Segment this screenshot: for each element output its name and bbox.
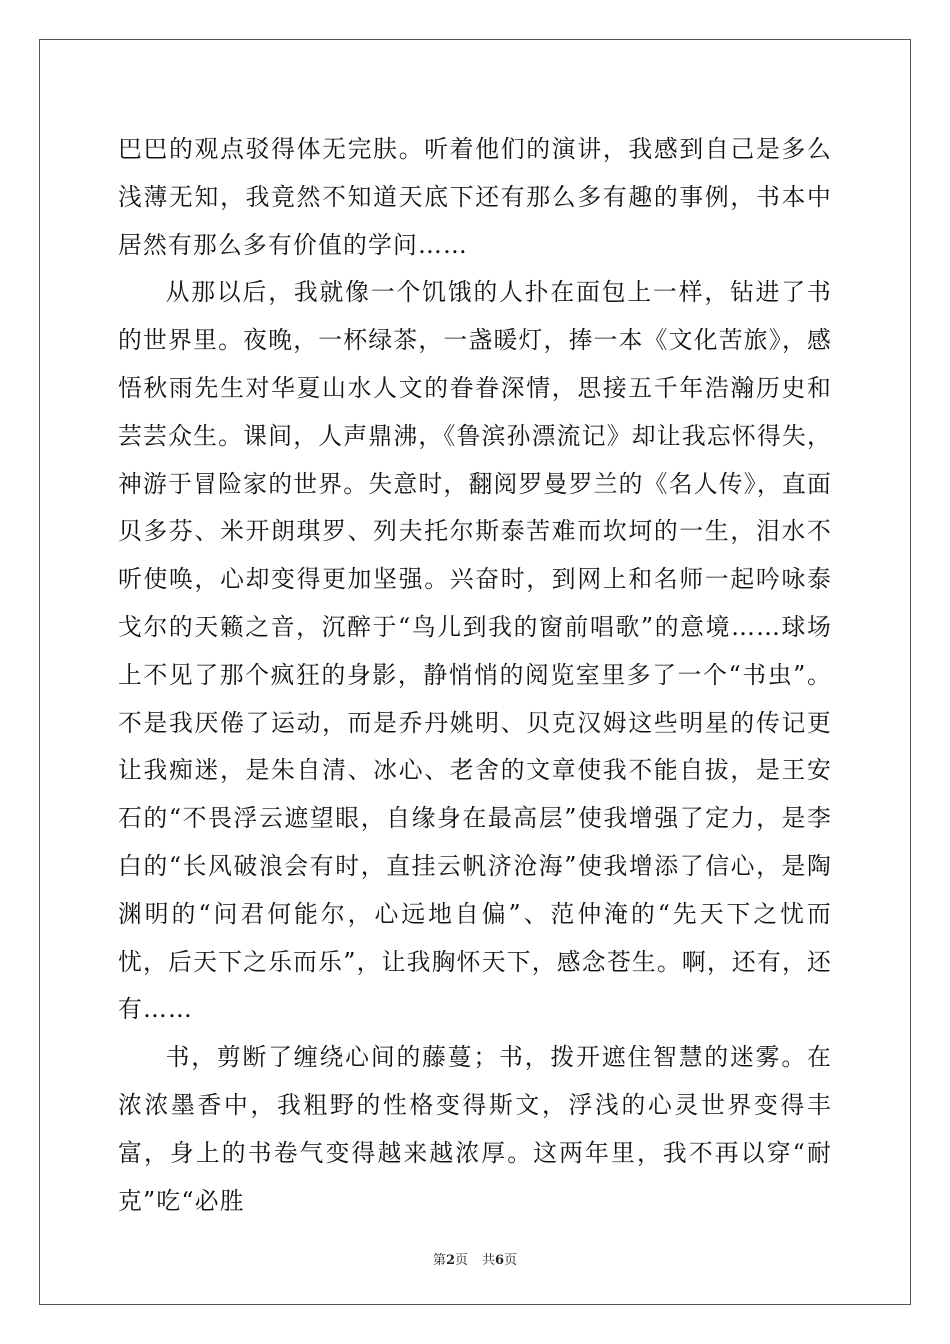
total-prefix: 共: [482, 1253, 496, 1268]
paragraph-book-effect: 书，剪断了缠绕心间的藤蔓；书，拨开遮住智慧的迷雾。在浓浓墨香中，我粗野的性格变得斯文，浮浅的心灵世界变得丰富，身上的书卷气变得越来越浓厚。这两年里，我不再以穿“耐克”吃“必胜: [118, 1043, 832, 1215]
paragraph-reading-world: 从那以后，我就像一个饥饿的人扑在面包上一样，钻进了书的世界里。夜晚，一杯绿茶，一盏暖灯，捧一本《文化苦旅》，感悟秋雨先生对华夏山水人文的眷眷深情，思接五千年浩瀚历史和芸芸众生。课间，人声鼎沸，《鲁滨孙漂流记》却让我忘怀得失，神游于冒险家的世界。失意时，翻阅罗曼罗兰的《名人传》，直面贝多芬、米开朗琪罗、列夫托尔斯泰苦难而坎坷的一生，泪水不听使唤，心却变得更加坚强。兴奋时，到网上和名师一起吟咏泰戈尔的天籁之音，沉醉于“鸟儿到我的窗前唱歌”的意境……球场上不见了那个疯狂的身影，静悄悄的阅览室里多了一个“书虫”。不是我厌倦了运动，而是乔丹姚明、贝克汉姆这些明星的传记更让我痴迷，是朱自清、冰心、老舍的文章使我不能自拔，是王安石的“不畏浮云遮望眼，自缘身在最高层”使我增强了定力，是李白的“长风破浪会有时，直挂云帆济沧海”使我增添了信心，是陶渊明的“问君何能尔，心远地自偏”、范仲淹的“先天下之忧而忧，后天下之乐而乐”，让我胸怀天下，感念苍生。啊，还有，还有……: [118, 278, 832, 1024]
total-page-count: 6: [495, 1253, 505, 1268]
total-suffix: 页: [504, 1253, 518, 1268]
page-suffix: 页: [454, 1253, 468, 1268]
paragraph-continuation: 巴巴的观点驳得体无完肤。听着他们的演讲，我感到自己是多么浅薄无知，我竟然不知道天底下还有那么多有趣的事例，书本中居然有那么多有价值的学问……: [118, 135, 832, 259]
page-footer: [0, 1249, 950, 1268]
page-prefix: 第: [432, 1253, 446, 1268]
current-page-number: 2: [445, 1253, 455, 1268]
document-body: [118, 126, 832, 1225]
